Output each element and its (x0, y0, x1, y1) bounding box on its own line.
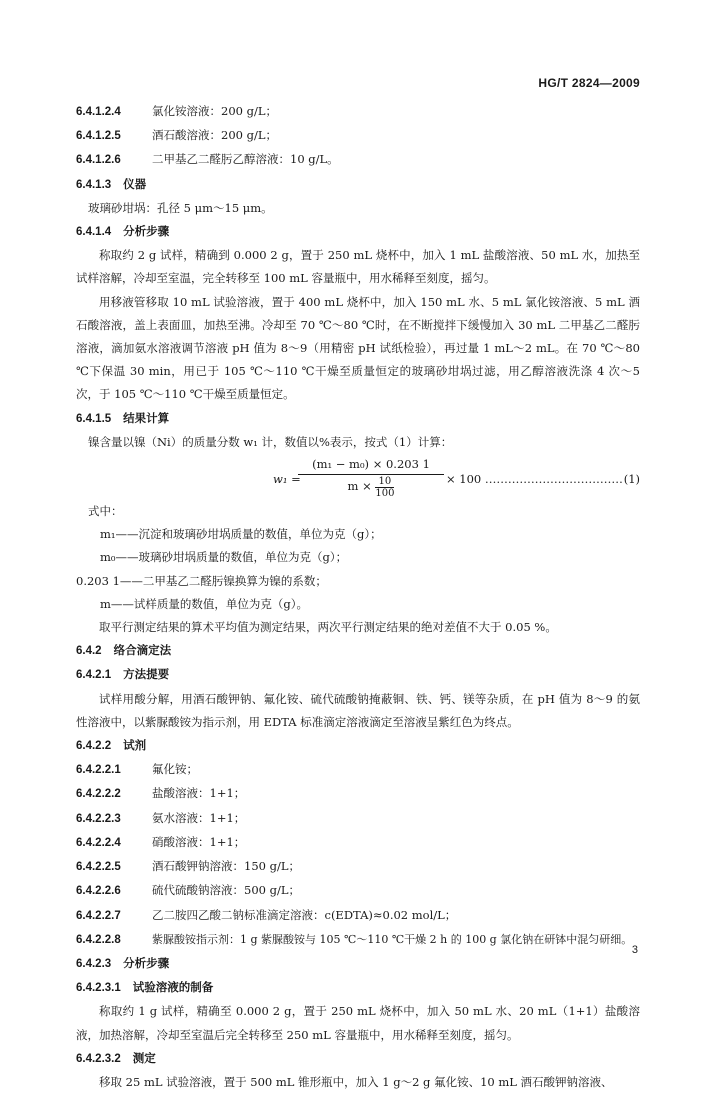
clause-6-4-1-2-6 (76, 148, 640, 172)
section-title: 分析步骤 (123, 955, 170, 970)
section-title: 试验溶液的制备 (132, 980, 214, 995)
clause-number: 6.4.1.2.4 (76, 106, 121, 118)
formula-denominator (298, 475, 444, 499)
formula-rest: × 100 ……………………………… (446, 472, 623, 487)
clause-number: 6.4.2.2.4 (76, 836, 121, 849)
clause-6-4-1-2-4 (76, 100, 640, 124)
clause-number: 6.4.1.2.6 (76, 154, 121, 167)
determination-paragraph: 移取 25 mL 试验溶液，置于 500 mL 锥形瓶中，加入 1 g～2 g 氟化铵、10 mL 酒石酸钾钠溶液、 (99, 1074, 613, 1089)
section-number: 6.4.2.3 (76, 957, 112, 970)
where-label: 式中： (88, 504, 123, 519)
section-number: 6.4.1.5 (76, 412, 112, 425)
section-number: 6.4.2.3.1 (76, 982, 121, 995)
standard-number: HG/T 2824—2009 (538, 76, 640, 90)
section-title: 方法提要 (123, 667, 170, 682)
clause-text: 氟化铵； (152, 762, 198, 777)
clause-6-4-2-2-4 (76, 831, 640, 855)
clause-number: 6.4.1.2.5 (76, 130, 121, 143)
heading-6-4-2-3-1 (76, 976, 640, 1000)
mini-denominator: 100 (375, 487, 395, 499)
section-title: 仪器 (123, 176, 147, 191)
clause-text: 硝酸溶液：1+1； (152, 834, 246, 849)
clause-text: 盐酸溶液：1+1； (152, 786, 246, 801)
clause-6-4-2-2-2 (76, 782, 640, 806)
clause-number: 6.4.2.2.8 (76, 933, 121, 946)
procedure-paragraph-1: 称取约 2 g 试样，精确到 0.000 2 g，置于 250 mL 烧杯中，加入 1 mL 盐酸溶液、50 mL 水，加热至试样溶解，冷却至室温，完全转移至 100 mL 容量瓶中，用水稀释至刻度，摇匀。 (76, 248, 640, 286)
mini-numerator: 10 (375, 476, 394, 488)
heading-6-4-2 (76, 639, 640, 663)
equation-number: (1) (623, 472, 640, 487)
heading-6-4-2-2 (76, 734, 640, 758)
heading-6-4-2-3-2 (76, 1047, 640, 1071)
calculation-intro: 镍含量以镍（Ni）的质量分数 w₁ 计，数值以%表示，按式（1）计算： (88, 434, 453, 449)
clause-text: 酒石酸溶液：200 g/L； (152, 128, 277, 143)
section-number: 6.4.2 (76, 645, 102, 658)
formula-fraction (298, 454, 444, 499)
clause-6-4-2-2-5 (76, 855, 640, 879)
procedure-paragraph-2: 用移液管移取 10 mL 试验溶液，置于 400 mL 烧杯中，加入 150 mL 水、5 mL 氯化铵溶液、5 mL 酒石酸溶液，盖上表面皿，加热至沸。冷却至 70 ℃～80 ℃时，在不断搅拌下缓慢加入 30 mL 二甲基乙二醛肟溶液，滴加氨水溶液调节溶液 pH 值为 8～9（用精密 pH 试纸检验），再过量 1 mL～2 mL。在 70 ℃～80 ℃下保温 30 min，用已于 105 ℃～110 ℃干燥至质量恒定的玻璃砂坩埚过滤，用乙醇溶液洗涤 4 次～5 次，于 105 ℃～110 ℃干燥至质量恒定。 (76, 294, 640, 402)
formula-1 (76, 454, 640, 500)
clause-6-4-2-2-3 (76, 807, 640, 831)
clause-text: 硫代硫酸钠溶液：500 g/L； (152, 883, 300, 898)
clause-6-4-1-2-5 (76, 124, 640, 148)
section-number: 6.4.1.3 (76, 178, 112, 191)
section-title: 试剂 (123, 738, 147, 753)
heading-6-4-1-5 (76, 407, 640, 431)
clause-6-4-2-2-7 (76, 904, 640, 928)
section-number: 6.4.2.1 (76, 669, 112, 682)
clause-6-4-2-2-8 (76, 928, 640, 952)
clause-text: 氨水溶液：1+1； (152, 810, 246, 825)
heading-6-4-1-3 (76, 173, 640, 197)
clause-number: 6.4.2.2.1 (76, 764, 121, 777)
method-summary: 试样用酸分解，用酒石酸钾钠、氟化铵、硫代硫酸钠掩蔽铜、铁、钙、镁等杂质，在 pH 值为 8～9 的氨性溶液中，以紫脲酸铵为指示剂，用 EDTA 标准滴定溶液滴定至溶液呈紫红色为终点。 (76, 691, 640, 729)
section-number: 6.4.1.4 (76, 226, 112, 239)
clause-number: 6.4.2.2.6 (76, 885, 121, 898)
definition-coefficient: 0.203 1——二甲基乙二醛肟镍换算为镍的系数； (76, 573, 327, 588)
section-title: 络合滴定法 (113, 643, 172, 658)
formula-mini-fraction (375, 476, 394, 499)
result-conclusion: 取平行测定结果的算术平均值为测定结果，两次平行测定结果的绝对差值不大于 0.05 %。 (99, 620, 557, 635)
document-body (76, 100, 640, 1094)
test-solution-preparation: 称取约 1 g 试样，精确至 0.000 2 g，置于 250 mL 烧杯中，加入 50 mL 水、20 mL（1+1）盐酸溶液，加热溶解，冷却至室温后完全转移至 250 mL 容量瓶中，用水稀释至刻度，摇匀。 (76, 1004, 640, 1042)
instrument-text: 玻璃砂坩埚：孔径 5 μm～15 μm。 (88, 200, 273, 215)
clause-number: 6.4.2.2.5 (76, 861, 121, 874)
definition-m0: m₀——玻璃砂坩埚质量的数值，单位为克（g）； (100, 550, 348, 565)
clause-6-4-2-2-6 (76, 879, 640, 903)
definition-m1: m₁——沉淀和玻璃砂坩埚质量的数值，单位为克（g）； (100, 527, 382, 542)
clause-number: 6.4.2.2.7 (76, 909, 121, 922)
definition-m: m——试样质量的数值，单位为克（g）。 (100, 596, 309, 611)
heading-6-4-2-1 (76, 663, 640, 687)
heading-6-4-1-4 (76, 220, 640, 244)
section-title: 分析步骤 (123, 224, 170, 239)
section-title: 测定 (132, 1050, 156, 1065)
clause-text: 二甲基乙二醛肟乙醇溶液：10 g/L。 (152, 152, 339, 167)
heading-6-4-2-3 (76, 952, 640, 976)
formula-numerator: (m₁ − m₀) × 0.203 1 (298, 454, 444, 475)
clause-text: 酒石酸钾钠溶液：150 g/L； (152, 859, 300, 874)
section-number: 6.4.2.3.2 (76, 1052, 121, 1065)
clause-text: 乙二胺四乙酸二钠标准滴定溶液：c(EDTA)≈0.02 mol/L； (152, 907, 457, 922)
page-number: 3 (631, 944, 638, 956)
formula-lhs: w₁ = (273, 472, 301, 487)
section-title: 结果计算 (123, 410, 170, 425)
clause-6-4-2-2-1 (76, 758, 640, 782)
clause-text: 紫脲酸铵指示剂：1 g 紫脲酸铵与 105 ℃～110 ℃干燥 2 h 的 100 g 氯化钠在研钵中混匀研细。 (152, 932, 633, 946)
clause-number: 6.4.2.2.2 (76, 788, 121, 801)
section-number: 6.4.2.2 (76, 740, 112, 753)
clause-text: 氯化铵溶液：200 g/L； (152, 104, 277, 118)
clause-number: 6.4.2.2.3 (76, 812, 121, 825)
formula-den-prefix: m × (347, 479, 372, 494)
